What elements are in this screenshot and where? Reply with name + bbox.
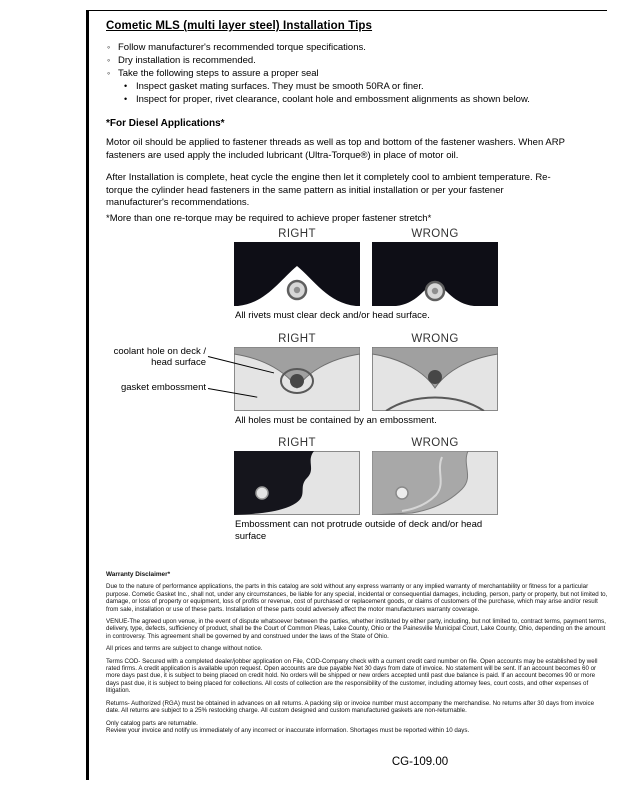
diagram-row3-images — [234, 451, 498, 515]
hole-embossment-right-diagram — [234, 347, 360, 411]
sub-bullet-item — [106, 80, 608, 93]
warranty-disclaimer-section — [106, 571, 608, 734]
diesel-applications-heading: *For Diesel Applications* — [106, 118, 225, 129]
diagram-row1-headers — [234, 228, 498, 240]
bullet-text: Take the following steps to assure a proper seal — [118, 68, 319, 79]
retorque-note: *More than one re-torque may be required to achieve proper fastener stretch* — [106, 212, 432, 224]
embossment-protrusion-right-diagram — [234, 451, 360, 515]
bullet-item — [106, 41, 608, 54]
diagram-row1-images — [234, 242, 498, 306]
bullet-marker: ◦ — [107, 68, 111, 78]
right-label: RIGHT — [278, 228, 316, 240]
sub-bullet-marker: • — [124, 81, 128, 91]
right-label: RIGHT — [278, 332, 316, 345]
diagram-row1-caption: All rivets must clear deck and/or head surface. — [235, 310, 430, 321]
diagram-row2-caption: All holes must be contained by an embossment. — [235, 414, 437, 426]
wrong-label: WRONG — [411, 437, 459, 449]
installation-tips-section — [106, 20, 608, 225]
diagram-row2-images — [113, 345, 498, 411]
gasket-embossment-callout: gasket embossment — [120, 381, 206, 393]
page-border-top — [87, 10, 607, 11]
page-title: Cometic MLS (multi layer steel) Installation Tips — [106, 20, 373, 32]
rivet-clearance-right-diagram — [234, 242, 360, 306]
disclaimer-paragraph: Due to the nature of performance applications, the parts in this catalog are sold without any express warranty or any implied warranty of merchantability or fitness for a particular purpose. Cometic Gasket Inc., shall not, under any circumstances, be liable for any special, incidental or consequential damages, including, person, party or property, but not limited to, damage, or loss of property or equipment, loss of profits or revenue, cost of purchased or replacement goods, or claims of customers of the purchase, which may arise and/or result from sale, installation or use of these parts. Installation of these parts could adversely affect the motor manufacturers warranty coverage. — [106, 583, 608, 613]
coolant-hole-callout: coolant hole on deck / head surface — [113, 345, 206, 368]
disclaimer-paragraph: Returns- Authorized (RGA) must be obtained in advances on all returns. A packing slip or invoice number must accompany the merchandise. No returns after 30 days from invoice date. All returns are subject to a 25% restocking charge. All custom designed and custom manufactured gaskets are non-returnable. — [106, 699, 595, 715]
disclaimer-paragraph: Only catalog parts are returnable. — [106, 719, 198, 727]
warranty-disclaimer-heading: Warranty Disclaimer* — [106, 571, 171, 578]
diesel-paragraph-1: Motor oil should be applied to fastener threads as well as top and bottom of the fastener washers. When ARP fasteners are used apply the included lubricant (Ultra-Torque®) in place of motor oil. — [106, 137, 565, 161]
wrong-label: WRONG — [411, 332, 459, 345]
diagram-row3-caption: Embossment can not protrude outside of deck and/or head surface — [235, 519, 483, 542]
disclaimer-paragraph: Terms COD- Secured with a completed dealer/jobber application on File, COD-Company check with a current credit card number on file. Open accounts may be established by well rated firms. A credit application is available upon request. Open accounts are due payable Net 30 days from date of invoice. No statement will be sent. If an account becomes 60 or more days past due, it is subject to being placed on credit hold. No orders will be shipped or new orders accepted until past due balance is paid. If an account becomes 90 or more days past due, it is subject to being placed for collections. All costs of collection are the responsibility of the customer, including attorney fees, court costs, and other expenses of litigation. — [106, 657, 598, 695]
right-label: RIGHT — [278, 437, 316, 449]
sub-bullet-text: Inspect gasket mating surfaces. They must be smooth 50RA or finer. — [136, 81, 424, 92]
diesel-paragraph-2: After Installation is complete, heat cycle the engine then let it completely cool to ambient temperature. Re-torque the cylinder head fasteners in the same pattern as initial installation or per your fastener manufacturer's recommendations. — [106, 172, 551, 208]
diagram-row3-headers — [234, 437, 498, 449]
disclaimer-paragraph: VENUE-The agreed upon venue, in the event of dispute whatsoever between the parties, whether instituted by either party, including, but not limited to, contract terms, payment terms, delivery, type, defects, sufficiency of product, shall be the Court of Common Pleas, Lake County, Ohio or the Painesville Municipal Court, Lake County, Ohio, depending on the amount in controversy. This agreement shall be governed by and construed under the laws of the State of Ohio. — [106, 618, 606, 640]
hole-embossment-wrong-diagram — [372, 347, 498, 411]
bullet-marker: ◦ — [107, 42, 111, 52]
sub-bullet-marker: • — [124, 94, 128, 104]
embossment-protrusion-wrong-diagram — [372, 451, 498, 515]
diagram-row2-headers — [234, 333, 498, 345]
bullet-item — [106, 67, 608, 80]
bullet-text: Follow manufacturer's recommended torque specifications. — [118, 42, 366, 53]
disclaimer-paragraph: All prices and terms are subject to change without notice. — [106, 645, 263, 653]
page-number: CG-109.00 — [391, 756, 449, 768]
rivet-clearance-wrong-diagram — [372, 242, 498, 306]
wrong-label: WRONG — [411, 228, 459, 240]
diagram-section — [113, 228, 498, 553]
bullet-item — [106, 54, 608, 67]
page-border-left — [86, 10, 89, 780]
bullet-text: Dry installation is recommended. — [118, 55, 256, 66]
bullet-marker: ◦ — [107, 55, 111, 65]
disclaimer-paragraph: Review your invoice and notify us immediately of any incorrect or inaccurate information. Shortages must be reported within 10 days. — [106, 726, 470, 734]
sub-bullet-item — [106, 93, 608, 106]
sub-bullet-text: Inspect for proper, rivet clearance, coolant hole and embossment alignments as shown below. — [136, 94, 530, 105]
